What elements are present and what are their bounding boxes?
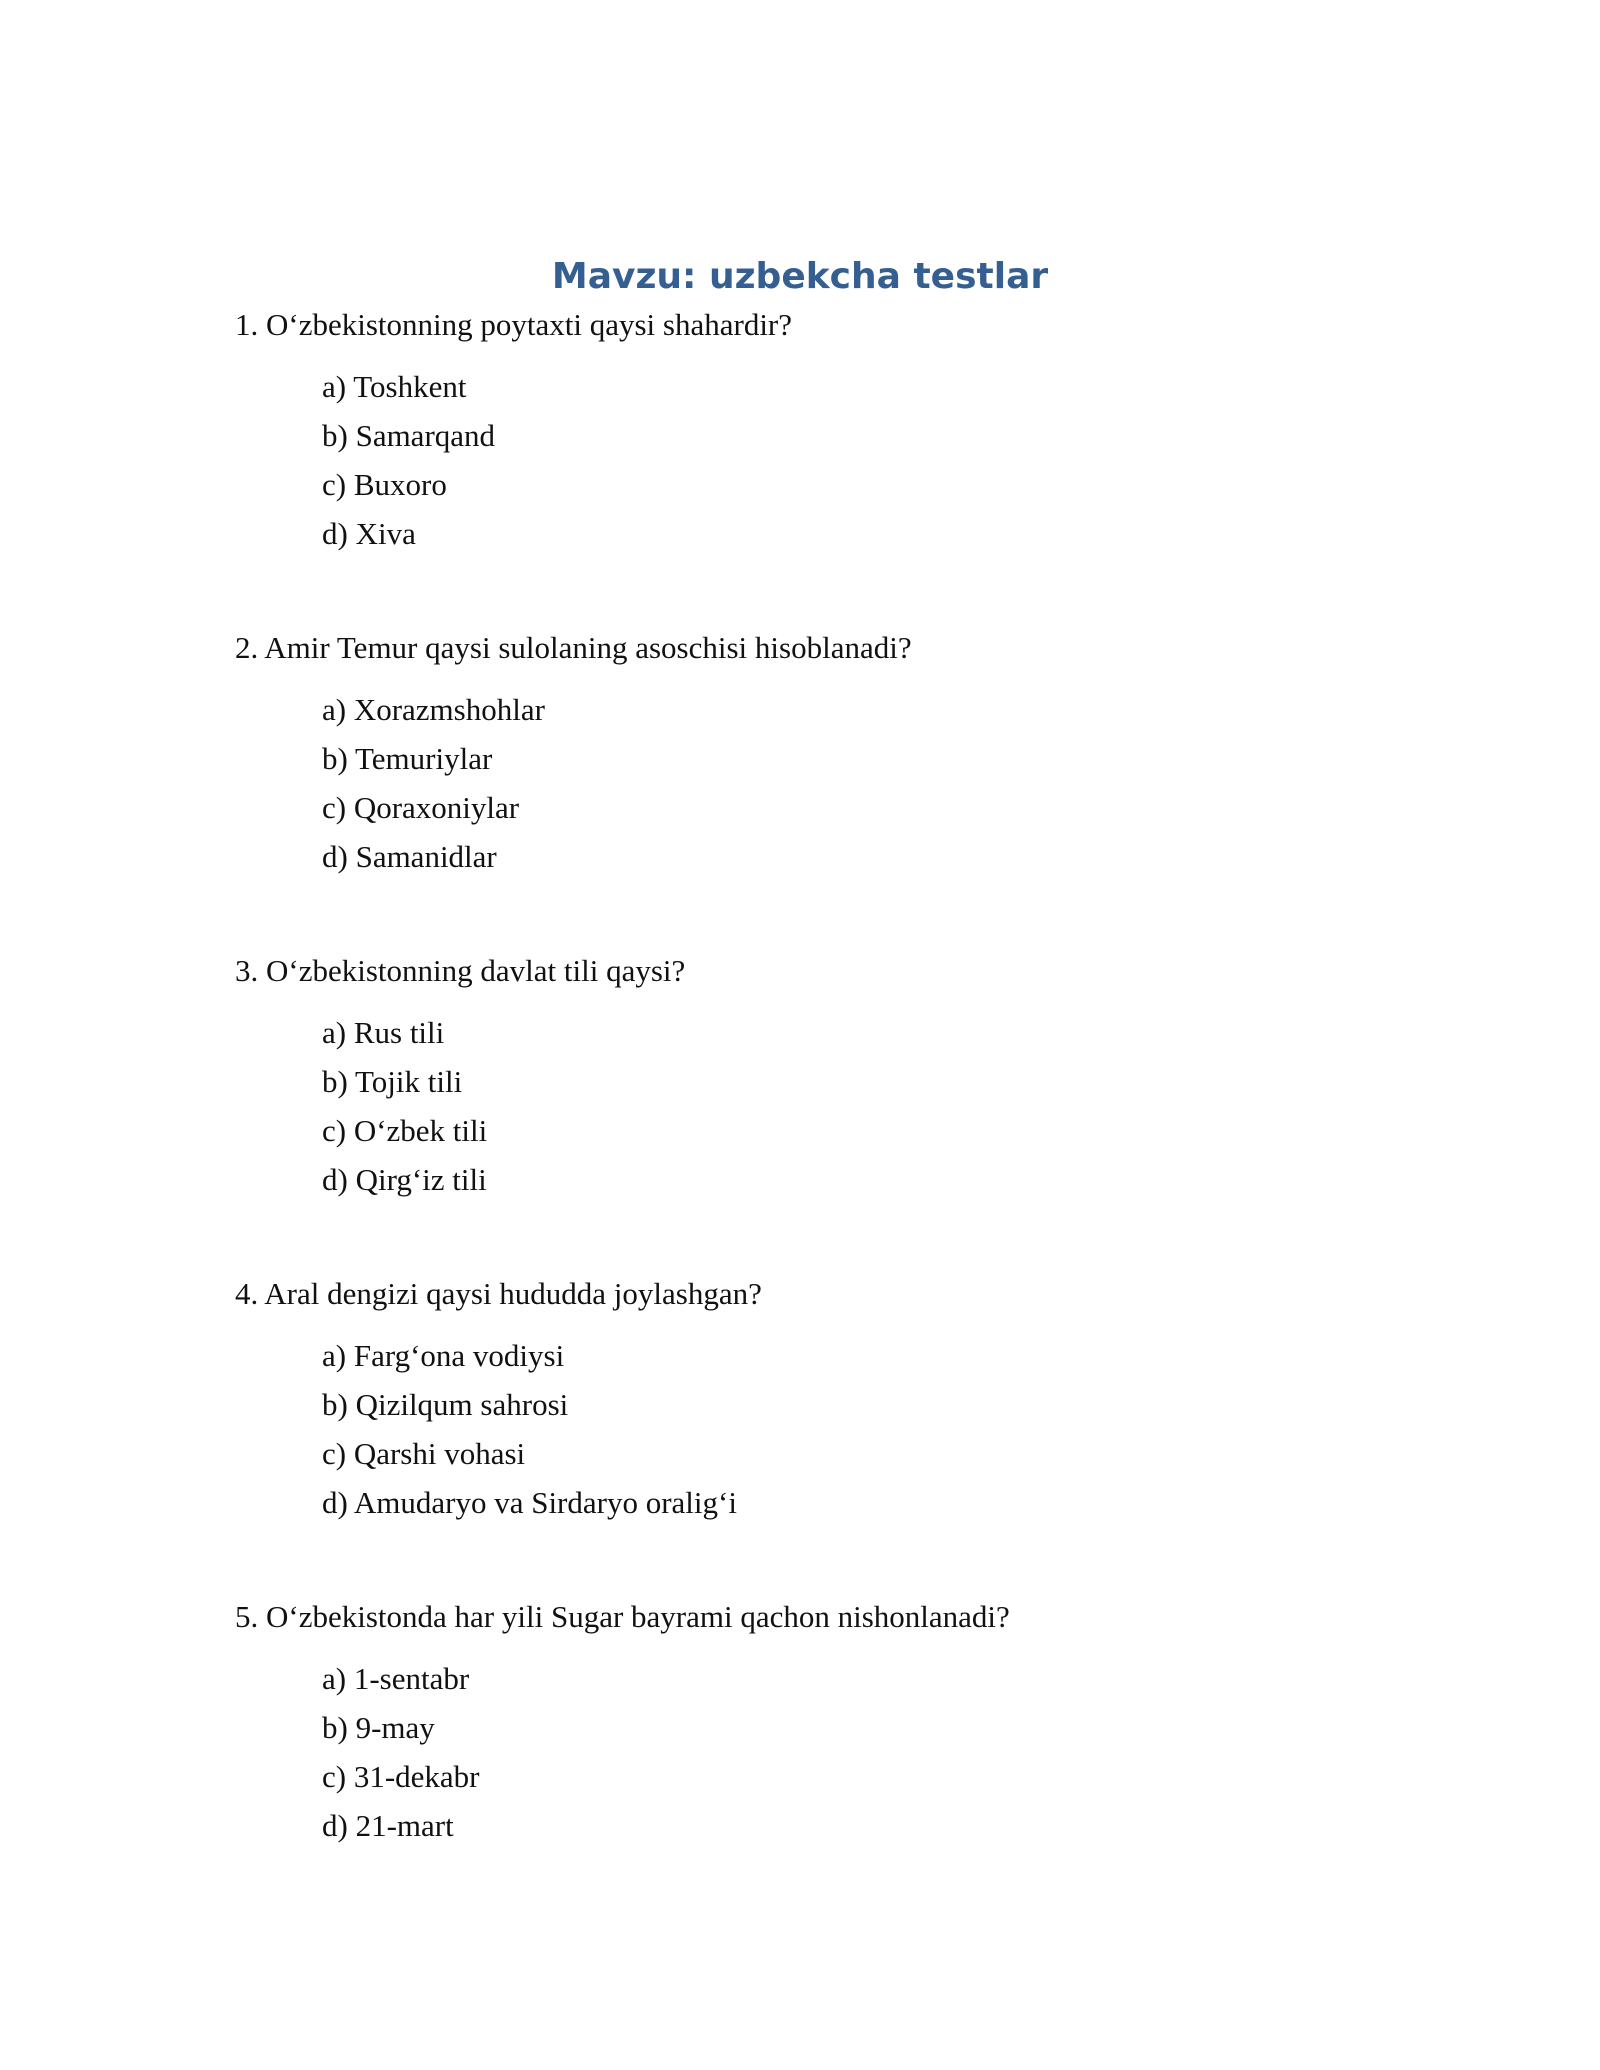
question-block-3 — [235, 951, 1435, 1204]
answer-option: b) Qizilqum sahrosi — [322, 1387, 569, 1422]
answer-option: d) Samanidlar — [322, 839, 497, 874]
question-text: 3. O‘zbekistonning davlat tili qaysi? — [235, 953, 686, 988]
answer-option: d) Qirg‘iz tili — [322, 1162, 487, 1197]
question-text: 4. Aral dengizi qaysi hududda joylashgan? — [235, 1276, 762, 1311]
answer-option: b) Tojik tili — [322, 1064, 463, 1099]
answer-option: c) Buxoro — [322, 467, 447, 502]
answer-option: c) Qarshi vohasi — [322, 1436, 526, 1471]
answer-option: a) Toshkent — [322, 369, 467, 404]
answer-option: b) 9-may — [322, 1710, 435, 1745]
answer-option: b) Samarqand — [322, 418, 496, 453]
question-block-5 — [235, 1597, 1435, 1850]
question-block-1 — [235, 305, 1435, 558]
question-text: 5. O‘zbekistonda har yili Sugar bayrami qachon nishonlanadi? — [235, 1599, 1010, 1634]
answer-option: d) 21-mart — [322, 1808, 454, 1843]
answer-option: a) Farg‘ona vodiysi — [322, 1338, 565, 1373]
answer-option: a) 1-sentabr — [322, 1661, 470, 1696]
answer-option: d) Amudaryo va Sirdaryo oralig‘i — [322, 1485, 737, 1520]
answer-option: c) 31-dekabr — [322, 1759, 480, 1794]
answer-option: d) Xiva — [322, 516, 416, 551]
answer-option: c) Qoraxoniylar — [322, 790, 520, 825]
answer-options — [235, 362, 1435, 558]
answer-option: c) O‘zbek tili — [322, 1113, 488, 1148]
answer-option: b) Temuriylar — [322, 741, 493, 776]
answer-options — [235, 1654, 1435, 1850]
answer-option: a) Rus tili — [322, 1015, 445, 1050]
answer-options — [235, 685, 1435, 881]
question-text: 2. Amir Temur qaysi sulolaning asoschisi hisoblanadi? — [235, 630, 912, 665]
answer-options — [235, 1008, 1435, 1204]
question-block-2 — [235, 628, 1435, 881]
document-title: Mavzu: uzbekcha testlar — [551, 256, 1049, 297]
question-text: 1. O‘zbekistonning poytaxti qaysi shahardir? — [235, 307, 793, 342]
answer-option: a) Xorazmshohlar — [322, 692, 545, 727]
answer-options — [235, 1331, 1435, 1527]
question-block-4 — [235, 1274, 1435, 1527]
